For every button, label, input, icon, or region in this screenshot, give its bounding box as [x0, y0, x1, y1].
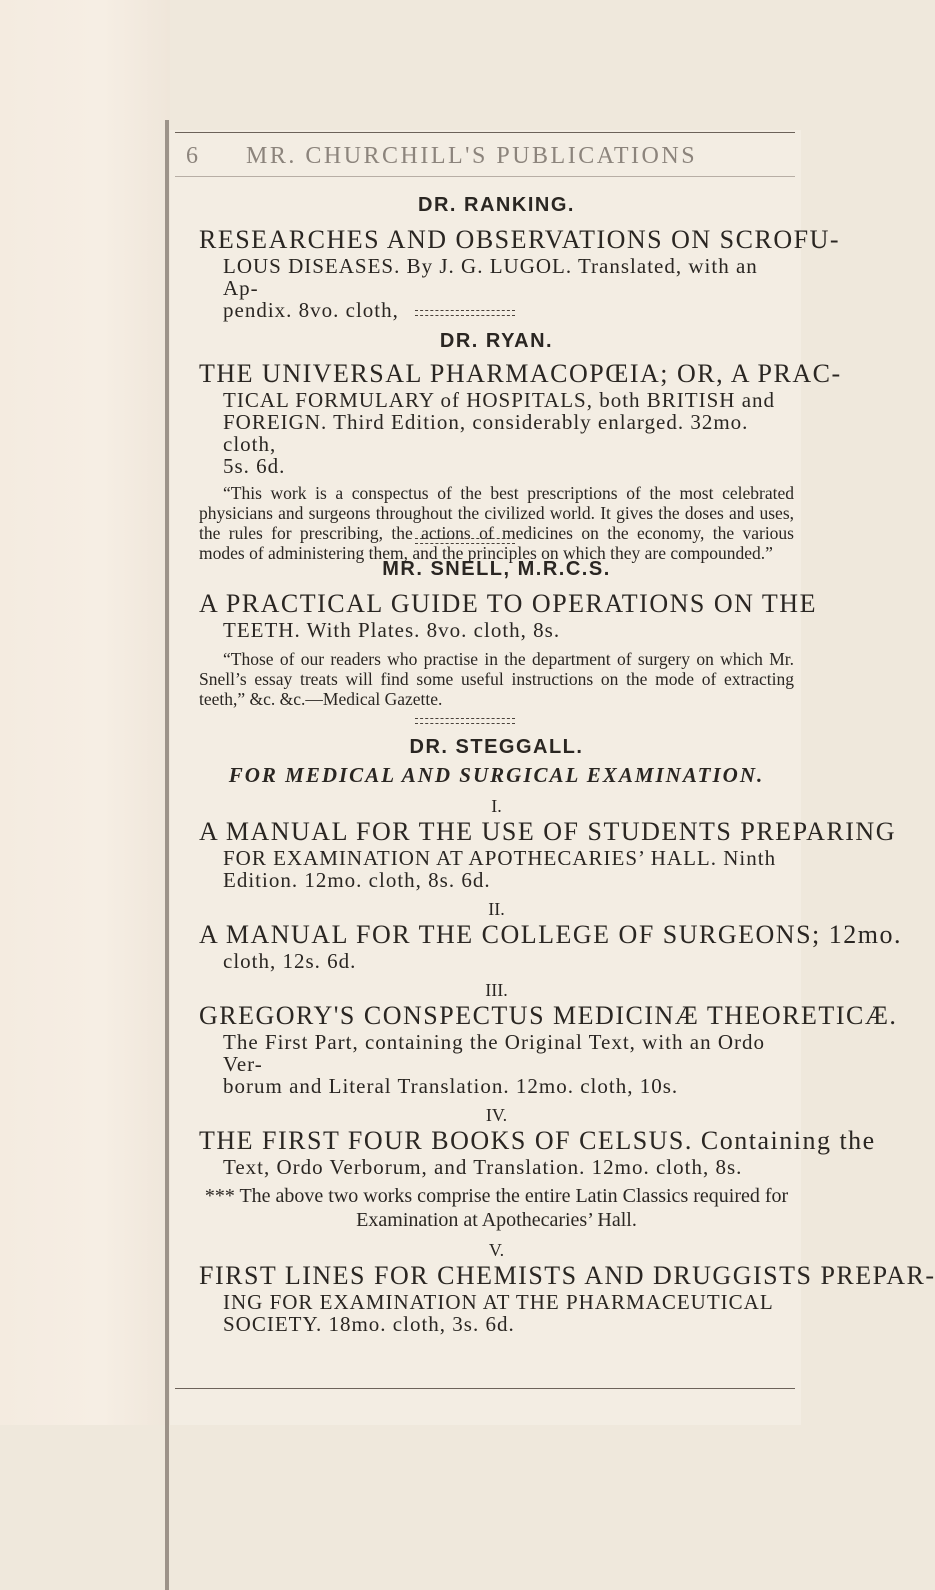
entry-subtitle: FOR MEDICAL AND SURGICAL EXAMINATION. — [228, 763, 765, 787]
entry-title: RESEARCHES AND OBSERVATIONS ON SCROFU- — [199, 225, 840, 254]
entry-ryan — [199, 330, 842, 563]
author-heading: DR. STEGGALL. — [409, 736, 584, 758]
work-numeral: II. — [488, 899, 505, 919]
entry-title-cont: pendix. 8vo. cloth, — [223, 298, 399, 322]
work-numeral: I. — [491, 796, 502, 816]
entry-title-cont: 5s. 6d. — [223, 454, 286, 478]
entry-ranking — [199, 194, 840, 322]
work-title: A MANUAL FOR THE USE OF STUDENTS PREPARING — [199, 817, 896, 846]
header-rule — [175, 132, 795, 133]
entry-title-cont: FOREIGN. Third Edition, considerably enlarged. 32mo. cloth, — [223, 410, 749, 456]
author-heading: DR. RANKING. — [418, 194, 575, 216]
work-title-cont: cloth, 12s. 6d. — [223, 949, 357, 973]
work-title-cont: SOCIETY. 18mo. cloth, 3s. 6d. — [223, 1312, 515, 1336]
work-note: Examination at Apothecaries’ Hall. — [356, 1209, 637, 1231]
work-numeral: III. — [485, 980, 508, 1000]
entry-title: A PRACTICAL GUIDE TO OPERATIONS ON THE — [199, 589, 817, 618]
entry-steggall — [199, 736, 935, 1336]
page-fold — [165, 120, 169, 1590]
entry-title-cont: LOUS DISEASES. By J. G. LUGOL. Translated, with an Ap- — [223, 254, 758, 300]
entry-title-cont: TICAL FORMULARY of HOSPITALS, both BRITISH and — [223, 388, 776, 412]
author-heading: DR. RYAN. — [439, 330, 554, 352]
work-title-cont: borum and Literal Translation. 12mo. cloth, 10s. — [223, 1074, 679, 1098]
entry-title-cont: TEETH. With Plates. 8vo. cloth, 8s. — [223, 618, 561, 642]
ornament-divider — [415, 310, 515, 316]
running-header — [186, 143, 786, 183]
work-title-cont: The First Part, containing the Original Text, with an Ordo Ver- — [223, 1030, 765, 1076]
entry-quote: “This work is a conspectus of the best prescriptions of the most celebrated physicians and surgeons throughout the civilized world. It gives the doses and uses, the rules for prescribing, the actions of medicines on the economy, the various modes of administering them, and the principles on which they are compounded.” — [199, 483, 794, 563]
work-note: *** The above two works comprise the entire Latin Classics required for — [204, 1185, 789, 1207]
work-title-cont: ING FOR EXAMINATION AT THE PHARMACEUTICAL — [223, 1290, 774, 1314]
entry-snell — [199, 558, 817, 709]
page-number: 6 — [186, 143, 199, 169]
work-title-cont: Edition. 12mo. cloth, 8s. 6d. — [223, 868, 491, 892]
work-title: FIRST LINES FOR CHEMISTS AND DRUGGISTS PREPAR- — [199, 1261, 935, 1290]
work-numeral: V. — [488, 1240, 505, 1260]
work-title: THE FIRST FOUR BOOKS OF CELSUS. Containing the — [199, 1126, 876, 1155]
work-numeral: IV. — [485, 1105, 508, 1125]
header-underline — [175, 176, 795, 177]
entry-title: THE UNIVERSAL PHARMACOPŒIA; OR, A PRAC- — [199, 359, 842, 388]
entry-quote: “Those of our readers who practise in the department of surgery on which Mr. Snell’s essay treats will find some useful instructions on the mode of extracting teeth,” &c. &c.—Medical Gazette. — [199, 649, 794, 709]
book-left-margin — [0, 0, 170, 1425]
work-title-cont: Text, Ordo Verborum, and Translation. 12mo. cloth, 8s. — [223, 1155, 743, 1179]
work-title: A MANUAL FOR THE COLLEGE OF SURGEONS; 12mo. — [199, 920, 902, 949]
work-title-cont: FOR EXAMINATION AT APOTHECARIES’ HALL. Ninth — [223, 846, 777, 870]
work-title: GREGORY'S CONSPECTUS MEDICINÆ THEORETICÆ. — [199, 1001, 898, 1030]
ornament-divider — [415, 718, 515, 724]
running-title: MR. CHURCHILL'S PUBLICATIONS — [246, 143, 698, 169]
ornament-divider — [415, 538, 515, 544]
author-heading: MR. SNELL, M.R.C.S. — [382, 558, 611, 580]
footer-rule — [175, 1388, 795, 1389]
